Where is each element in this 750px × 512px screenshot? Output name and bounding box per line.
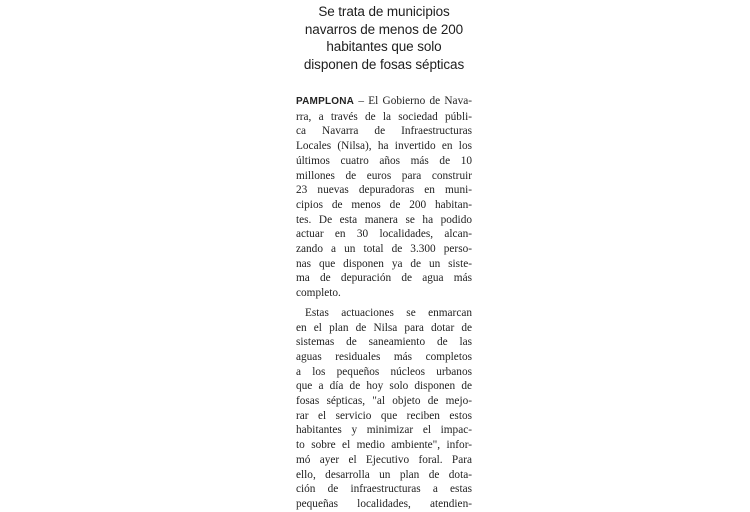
subhead-line: habitantes que solo bbox=[326, 39, 442, 54]
article-line: en el plan de Nilsa para dotar de bbox=[296, 321, 472, 334]
article-line: sistemas de saneamiento de las bbox=[296, 336, 472, 349]
article-line-text: El Gobierno de Nava- bbox=[368, 95, 472, 107]
article-line: ello, desarrolla un plan de dota- bbox=[296, 468, 472, 481]
article-line: fosas sépticas, "al objeto de mejo- bbox=[296, 395, 472, 408]
article-line: pequeñas localidades, atendien- bbox=[296, 497, 472, 510]
article-line: Estas actuaciones se enmarcan bbox=[305, 306, 472, 319]
article-line: ca Navarra de Infraestructuras bbox=[296, 125, 472, 138]
article-line: ción de infraestructuras a estas bbox=[296, 483, 472, 496]
article-line: actuar en 30 localidades, alcan- bbox=[296, 228, 472, 241]
article-line: habitantes y minimizar el impac- bbox=[296, 424, 472, 437]
article-paragraph-2 bbox=[296, 306, 472, 512]
article-line: ma de depuración de agua más bbox=[296, 272, 472, 285]
article-line: aguas residuales más completos bbox=[296, 350, 472, 363]
article-line: rra, a través de la sociedad públi- bbox=[296, 110, 472, 123]
article-line: nas que disponen ya de un siste- bbox=[296, 257, 472, 270]
article-line: zando a un total de 3.300 perso- bbox=[296, 243, 472, 256]
subhead-line: Se trata de municipios bbox=[318, 4, 450, 19]
article-line: Locales (Nilsa), ha invertido en los bbox=[296, 140, 472, 153]
article-line bbox=[296, 94, 472, 110]
article-line: cipios de menos de 200 habitan- bbox=[296, 198, 472, 211]
article-paragraph-1 bbox=[296, 94, 472, 301]
subhead-line: navarros de menos de 200 bbox=[304, 21, 464, 37]
article-line: rar el servicio que reciben estos bbox=[296, 409, 472, 422]
article-line: últimos cuatro años más de 10 bbox=[296, 154, 472, 167]
article-line: millones de euros para construir bbox=[296, 169, 472, 182]
article-subheadline bbox=[296, 3, 472, 73]
article-line: to sobre el medio ambiente", infor- bbox=[296, 439, 472, 452]
article-line: a los pequeños núcleos urbanos bbox=[296, 365, 472, 378]
newspaper-clipping bbox=[296, 0, 472, 510]
article-line: completo. bbox=[296, 287, 341, 300]
subhead-line: disponen de fosas sépticas bbox=[303, 56, 465, 72]
article-line: tes. De esta manera se ha podido bbox=[296, 213, 472, 226]
article-body bbox=[296, 94, 472, 512]
dateline: PAMPLONA bbox=[296, 96, 355, 107]
article-line: que a día de hoy solo disponen de bbox=[296, 380, 472, 393]
article-line: mó ayer el Ejecutivo foral. Para bbox=[296, 453, 472, 466]
article-line: 23 nuevas depuradoras en muni- bbox=[296, 184, 472, 197]
dateline-dash: – bbox=[354, 95, 369, 107]
